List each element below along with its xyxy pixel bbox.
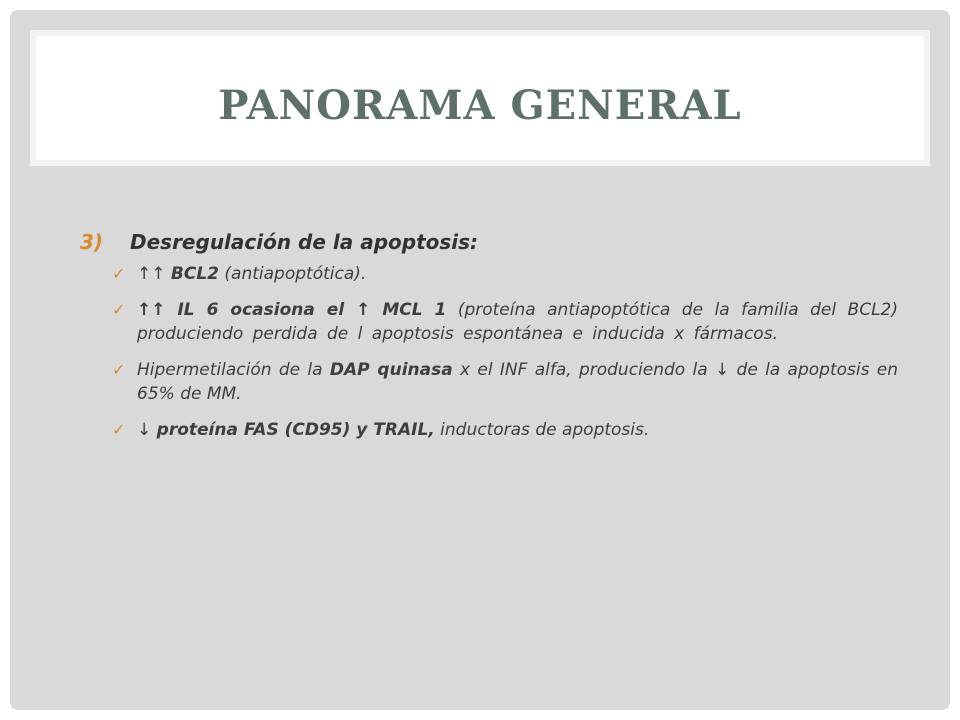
bullet-item: [112, 298, 898, 346]
bullet-text-bold: ↑↑ IL 6 ocasiona el ↑ MCL 1: [137, 300, 447, 320]
bullet-text-bold: BCL2: [170, 264, 220, 284]
bullet-text-bold: DAP quinasa: [329, 360, 453, 380]
checkmark-icon: ✓: [112, 360, 126, 379]
bullet-item: [112, 418, 898, 442]
bullet-text: x el INF alfa, produciendo la ↓ de la apoptosis en 65% de MM.: [137, 360, 898, 404]
section-heading: [78, 230, 898, 254]
slide-title: PANORAMA GENERAL: [218, 82, 742, 129]
bullet-text-bold: proteína FAS (CD95) y TRAIL,: [156, 420, 435, 440]
section-heading-text: Desregulación de la apoptosis:: [130, 230, 479, 254]
checkmark-icon: ✓: [112, 300, 126, 319]
bullet-text: Hipermetilación de la: [137, 360, 330, 380]
checkmark-icon: ✓: [112, 420, 126, 439]
bullet-item: [112, 358, 898, 406]
slide-content: [78, 230, 898, 454]
bullet-text: inductoras de apoptosis.: [434, 420, 650, 440]
section-number: 3): [80, 230, 104, 254]
bullet-list: [78, 262, 898, 442]
title-box: [30, 30, 930, 166]
bullet-text: ↑↑: [137, 264, 171, 284]
bullet-text: (proteína antiapoptótica de la familia del BCL2) produciendo perdida de l apoptosis espontánea e inducida x fármacos.: [137, 300, 898, 344]
bullet-item: [112, 262, 898, 286]
bullet-text: (antiapoptótica).: [219, 264, 367, 284]
slide: [10, 10, 950, 710]
checkmark-icon: ✓: [112, 264, 126, 283]
bullet-text: ↓: [137, 420, 157, 440]
